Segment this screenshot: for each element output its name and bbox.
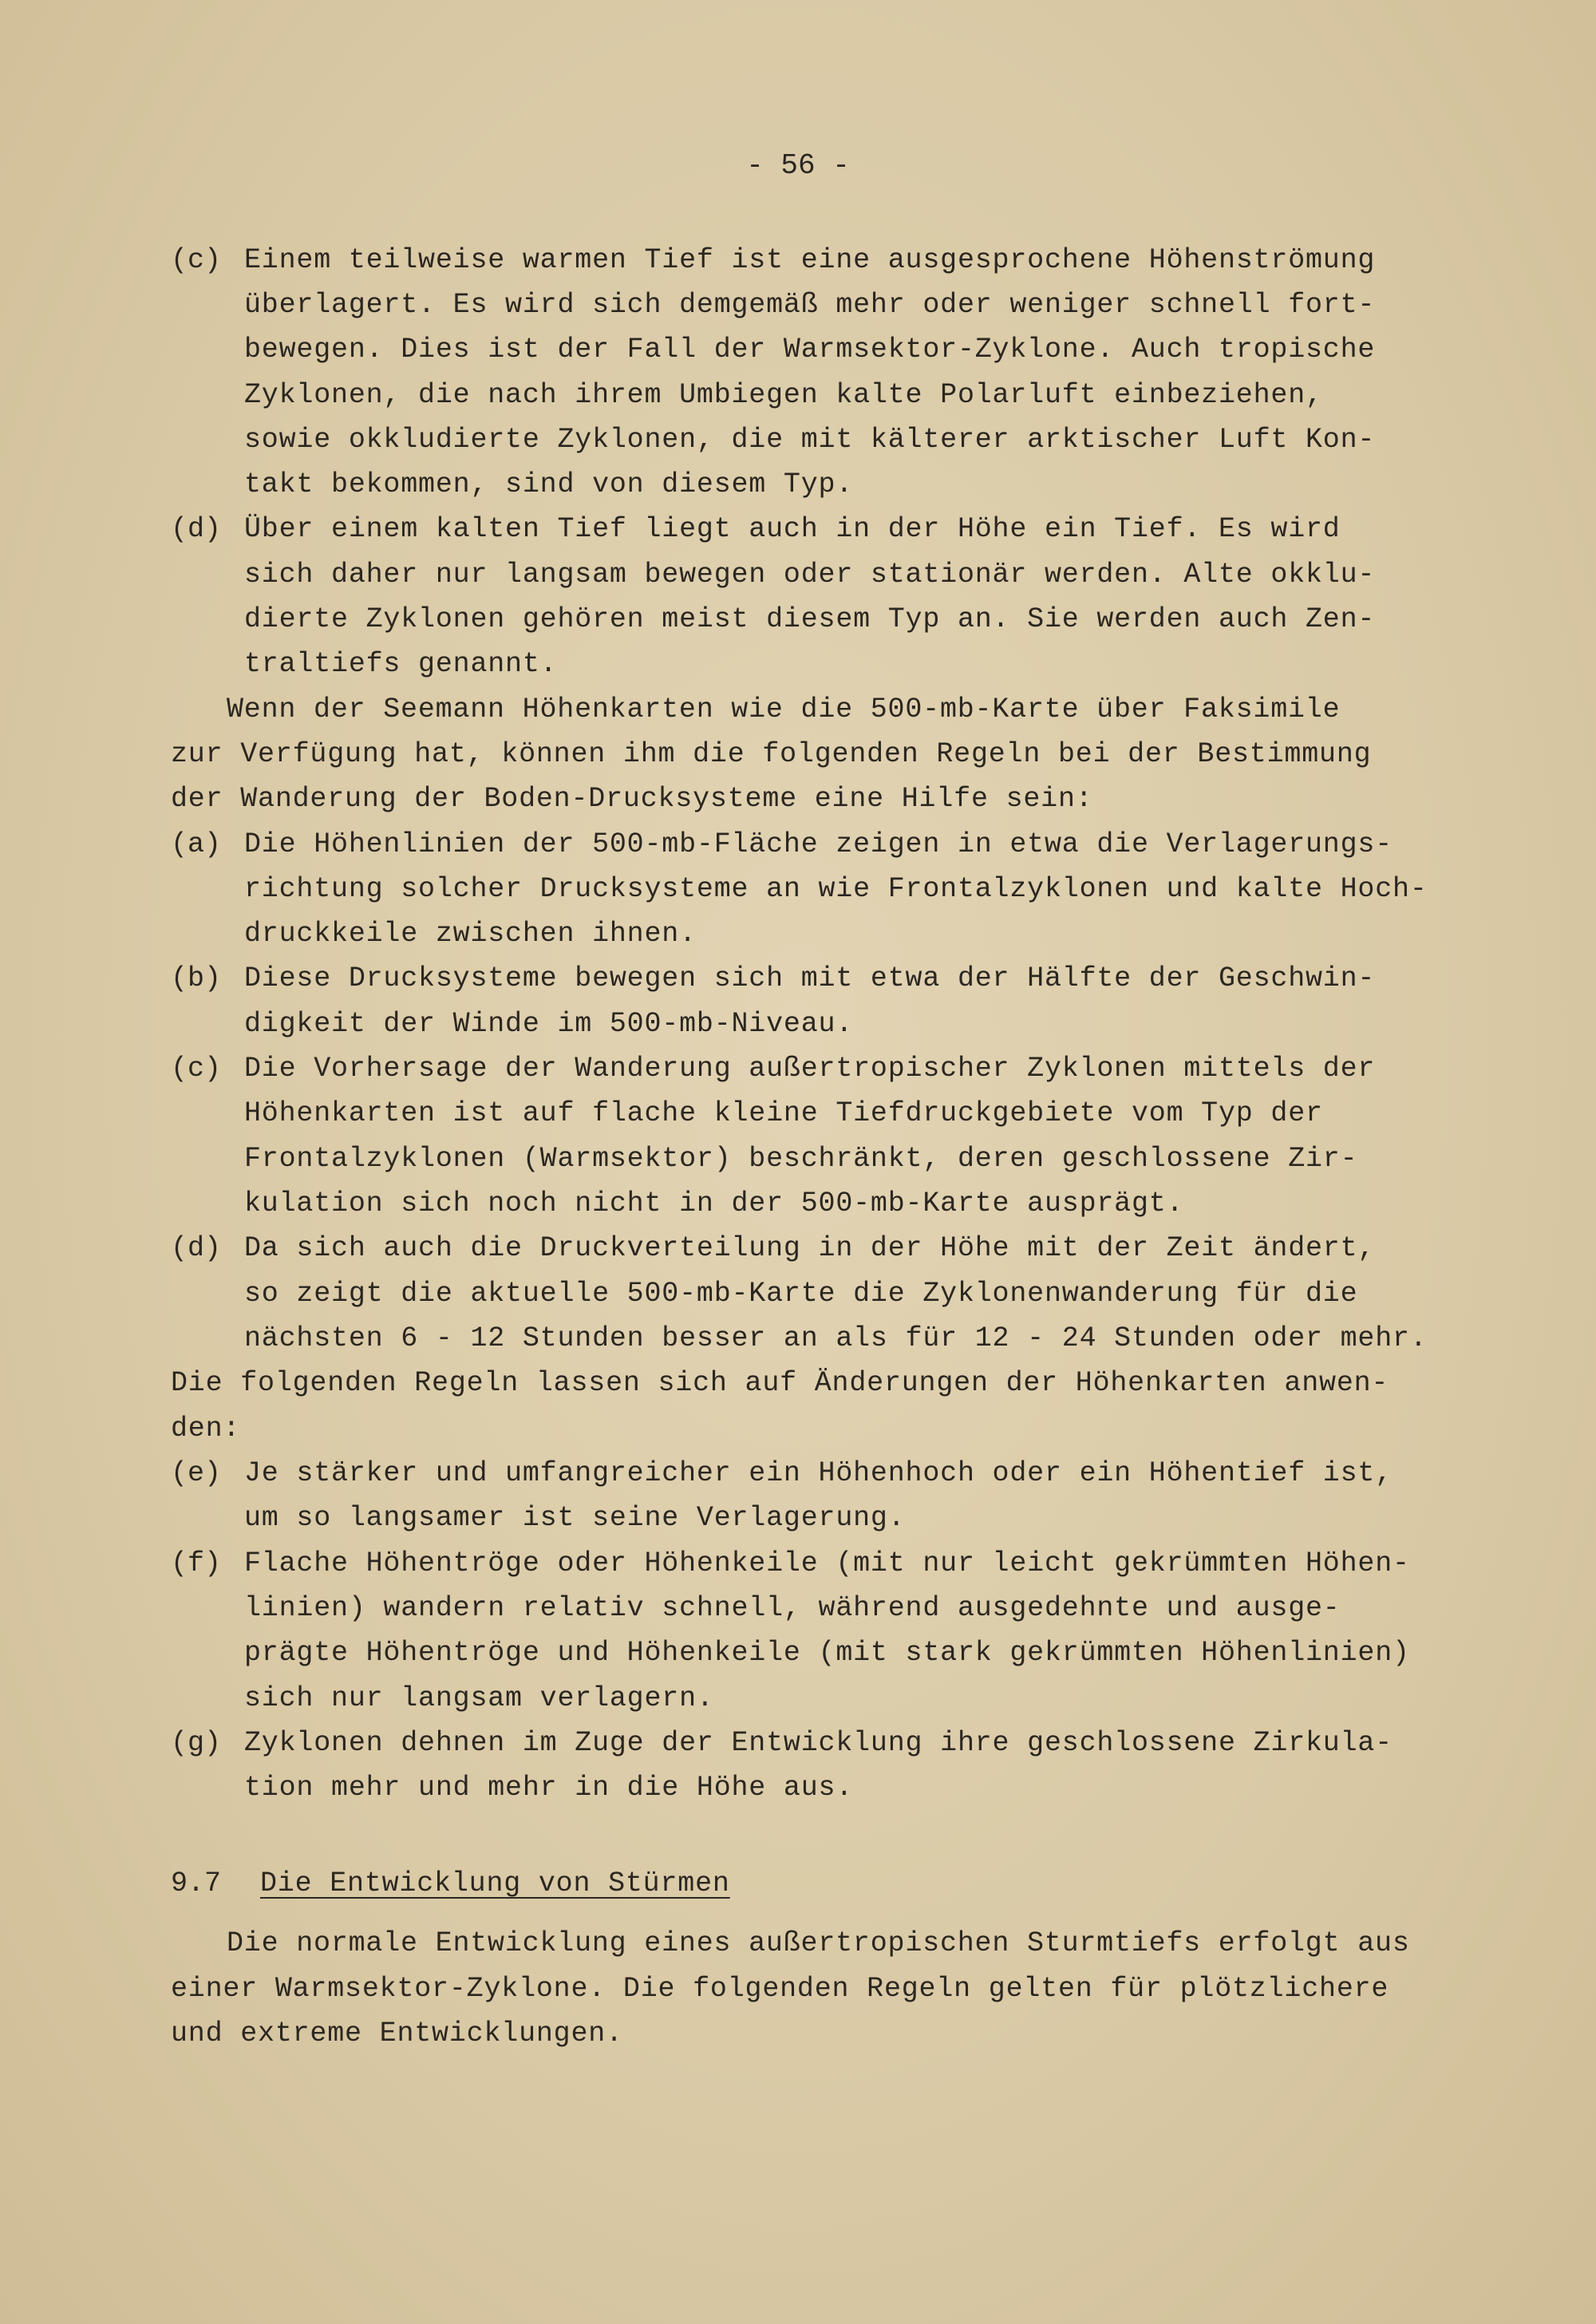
text-line: um so langsamer ist seine Verlagerung. (244, 1502, 906, 1534)
text-line: Flache Höhentröge oder Höhenkeile (mit nur leicht gekrümmten Höhen- (244, 1547, 1410, 1579)
list-item-label: (g) (171, 1727, 222, 1759)
text-line: Die Höhenlinien der 500-mb-Fläche zeigen in etwa die Verlagerungs- (244, 828, 1393, 860)
text-line: linien) wandern relativ schnell, während ausgedehnte und ausge- (244, 1592, 1341, 1624)
section-number: 9.7 (171, 1868, 222, 1899)
text-line: so zeigt die aktuelle 500-mb-Karte die Zyklonenwanderung für die (244, 1278, 1358, 1310)
text-line: tion mehr und mehr in die Höhe aus. (244, 1772, 854, 1804)
text-line: Über einem kalten Tief liegt auch in der Höhe ein Tief. Es wird (244, 513, 1341, 545)
page-number: - 56 - (746, 149, 850, 182)
paragraph-line: den: (171, 1413, 241, 1445)
text-line: überlagert. Es wird sich demgemäß mehr oder weniger schnell fort- (244, 289, 1376, 321)
text-line: Die Vorhersage der Wanderung außertropischer Zyklonen mittels der (244, 1053, 1376, 1085)
text-line: Da sich auch die Druckverteilung in der Höhe mit der Zeit ändert, (244, 1232, 1376, 1264)
text-line: dierte Zyklonen gehören meist diesem Typ an. Sie werden auch Zen- (244, 603, 1376, 635)
text-line: takt bekommen, sind von diesem Typ. (244, 468, 854, 500)
paragraph-line: Die folgenden Regeln lassen sich auf Änderungen der Höhenkarten anwen- (171, 1367, 1389, 1399)
paragraph-line: Die normale Entwicklung eines außertropischen Sturmtiefs erfolgt aus (227, 1927, 1410, 1959)
text-line: Diese Drucksysteme bewegen sich mit etwa der Hälfte der Geschwin- (244, 962, 1376, 994)
text-line: traltiefs genannt. (244, 648, 558, 680)
text-line: sowie okkludierte Zyklonen, die mit kälterer arktischer Luft Kon- (244, 424, 1376, 456)
list-item-label: (b) (171, 962, 222, 994)
text-line: nächsten 6 - 12 Stunden besser an als für 12 - 24 Stunden oder mehr. (244, 1322, 1428, 1354)
text-line: richtung solcher Drucksysteme an wie Frontalzyklonen und kalte Hoch- (244, 873, 1428, 905)
text-line: Höhenkarten ist auf flache kleine Tiefdruckgebiete vom Typ der (244, 1097, 1323, 1129)
list-item-label: (c) (171, 244, 222, 276)
text-line: Zyklonen dehnen im Zuge der Entwicklung ihre geschlossene Zirkula- (244, 1727, 1393, 1759)
text-line: digkeit der Winde im 500-mb-Niveau. (244, 1008, 854, 1040)
text-line: Einem teilweise warmen Tief ist eine ausgesprochene Höhenströmung (244, 244, 1376, 276)
text-line: kulation sich noch nicht in der 500-mb-Karte ausprägt. (244, 1188, 1184, 1219)
text-line: Je stärker und umfangreicher ein Höhenhoch oder ein Höhentief ist, (244, 1457, 1393, 1489)
list-item-label: (e) (171, 1457, 222, 1489)
text-line: sich daher nur langsam bewegen oder stationär werden. Alte okklu- (244, 559, 1376, 591)
text-line: druckkeile zwischen ihnen. (244, 918, 697, 950)
text-line: Zyklonen, die nach ihrem Umbiegen kalte Polarluft einbeziehen, (244, 379, 1323, 411)
text-line: sich nur langsam verlagern. (244, 1682, 714, 1714)
list-item-label: (a) (171, 828, 222, 860)
text-line: Frontalzyklonen (Warmsektor) beschränkt, deren geschlossene Zir- (244, 1143, 1358, 1175)
paragraph-line: der Wanderung der Boden-Drucksysteme eine Hilfe sein: (171, 783, 1093, 815)
text-line: prägte Höhentröge und Höhenkeile (mit stark gekrümmten Höhenlinien) (244, 1637, 1410, 1669)
paragraph-line: und extreme Entwicklungen. (171, 2018, 623, 2049)
paragraph-line: Wenn der Seemann Höhenkarten wie die 500-mb-Karte über Faksimile (227, 694, 1341, 725)
list-item-label: (f) (171, 1547, 222, 1579)
list-item-label: (c) (171, 1053, 222, 1085)
list-item-label: (d) (171, 1232, 222, 1264)
text-line: bewegen. Dies ist der Fall der Warmsektor-Zyklone. Auch tropische (244, 334, 1376, 366)
paragraph-line: zur Verfügung hat, können ihm die folgenden Regeln bei der Bestimmung (171, 738, 1372, 770)
list-item-label: (d) (171, 513, 222, 545)
section-title: Die Entwicklung von Stürmen (260, 1868, 730, 1899)
paragraph-line: einer Warmsektor-Zyklone. Die folgenden Regeln gelten für plötzlichere (171, 1973, 1389, 2005)
